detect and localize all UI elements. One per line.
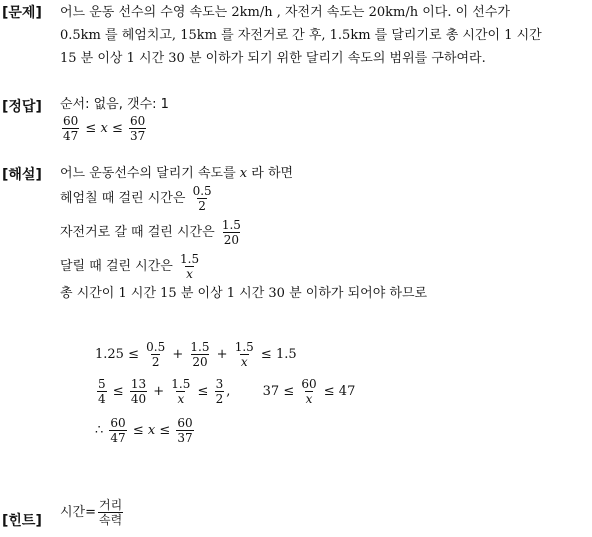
solution-math-line-2: $\frac{5}{4}$ ≤ $\frac{13}{40}$ + $\frac{1.5}{x}$ ≤ $\frac{3}{2}$ , 37 ≤ $\frac{60}{x}$ ≤ 47 (98, 377, 356, 406)
solution-swim-time: 헤엄칠 때 걸린 시간은 $\frac{0.5}{2}$ (60, 184, 212, 213)
answer-label: [정답] (2, 99, 42, 115)
answer-order-count: 순서: 없음, 갯수: 1 (60, 97, 169, 112)
hint-label: [힌트] (2, 513, 42, 529)
problem-line-2: 0.5km 를 헤엄치고, 15km 를 자전거로 간 후, 1.5km 를 달리기로 총 시간이 1 시간 (60, 28, 542, 43)
solution-math-line-1: 1.25 ≤ $\frac{0.5}{2}$ + $\frac{1.5}{20}$ + $\frac{1.5}{x}$ ≤ 1.5 (95, 340, 297, 369)
solution-label: [해설] (2, 167, 42, 183)
solution-bike-time: 자전거로 갈 때 걸린 시간은 $\frac{1.5}{20}$ (60, 218, 241, 247)
solution-run-time: 달릴 때 걸린 시간은 $\frac{1.5}{x}$ (60, 252, 200, 281)
solution-total-time: 총 시간이 1 시간 15 분 이상 1 시간 30 분 이하가 되어야 하므로 (60, 286, 428, 301)
answer-upper-fraction: $\frac{60}{37}$ (130, 114, 146, 143)
problem-line-1: 어느 운동 선수의 수영 속도는 2km/h , 자전거 속도는 20km/h 이다. 이 선수가 (60, 5, 510, 20)
problem-label: [문제] (2, 5, 42, 21)
answer-lower-fraction: $\frac{60}{47}$ (63, 114, 79, 143)
hint-formula: 시간= $\frac{\text{거리}}{\text{속력}}$ (60, 498, 123, 527)
problem-line-3: 15 분 이상 1 시간 30 분 이하가 되기 위한 달리기 속도의 범위를 구하여라. (60, 51, 486, 66)
solution-intro: 어느 운동선수의 달리기 속도를 x 라 하면 (60, 166, 294, 181)
solution-math-line-3: ∴ $\frac{60}{47}$ ≤ x ≤ $\frac{60}{37}$ (95, 416, 193, 445)
answer-range: $\frac{60}{47}$ ≤ x ≤ $\frac{60}{37}$ (63, 114, 146, 143)
